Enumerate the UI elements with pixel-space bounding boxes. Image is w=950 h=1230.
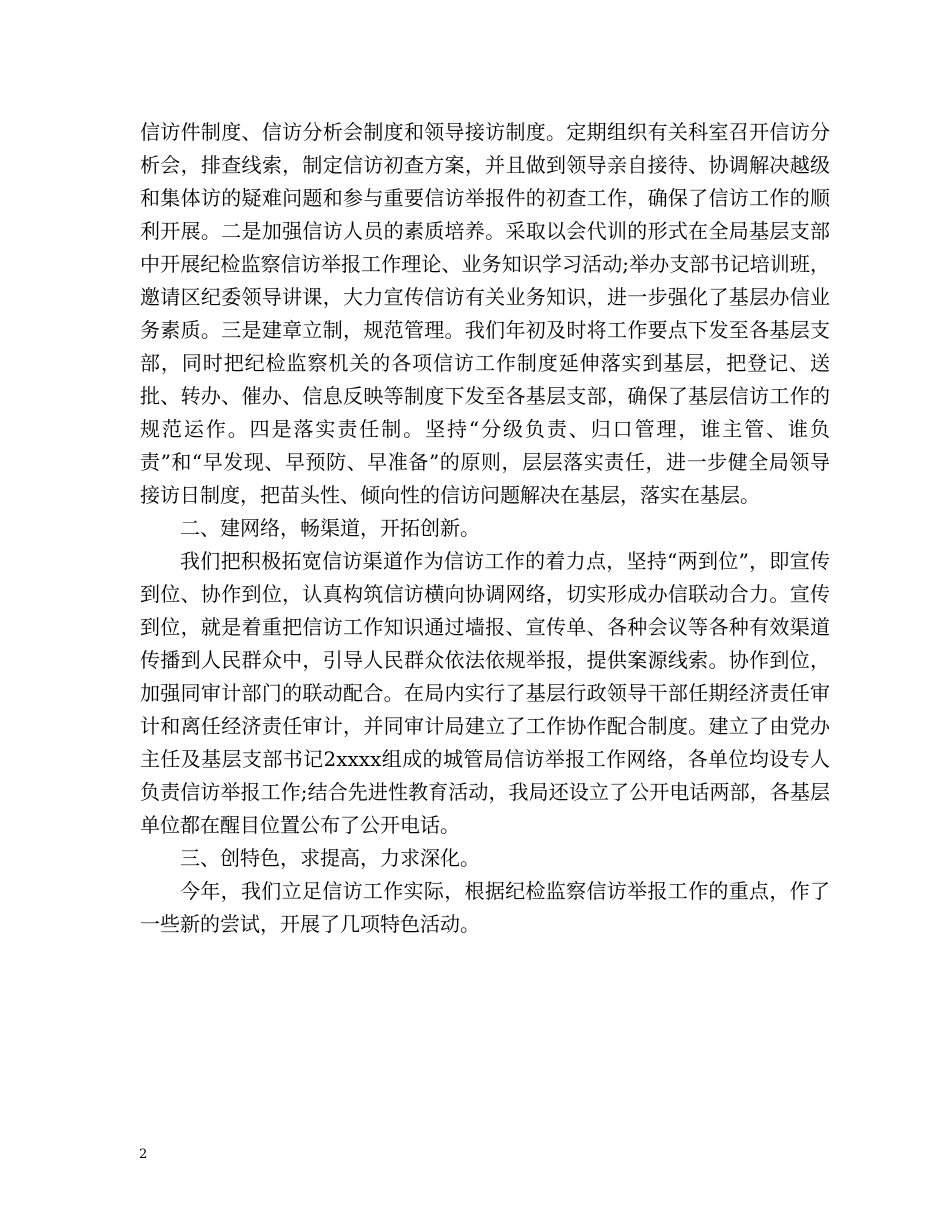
section-heading-3: 三、创特色，求提高，力求深化。 <box>180 846 480 870</box>
page-number: 2 <box>139 1147 148 1162</box>
section-heading-2: 二、建网络，畅渠道，开拓创新。 <box>180 516 480 540</box>
paragraph-5: 今年，我们立足信访工作实际，根据纪检监察信访举报工作的重点，作了一些新的尝试，开展了几项特色活动。 <box>140 879 830 936</box>
body-text <box>140 116 830 941</box>
paragraph-1: 信访件制度、信访分析会制度和领导接访制度。定期组织有关科室召开信访分析会，排查线索，制定信访初查方案，并且做到领导亲自接待、协调解决越级和集体访的疑难问题和参与重要信访举报件的初查工作，确保了信访工作的顺利开展。二是加强信访人员的素质培养。采取以会代训的形式在全局基层支部中开展纪检监察信访举报工作理论、业务知识学习活动;举办支部书记培训班，邀请区纪委领导讲课，大力宣传信访有关业务知识，进一步强化了基层办信业务素质。三是建章立制，规范管理。我们年初及时将工作要点下发至各基层支部，同时把纪检监察机关的各项信访工作制度延伸落实到基层，把登记、送批、转办、催办、信息反映等制度下发至各基层支部，确保了基层信访工作的规范运作。四是落实责任制。坚持“分级负责、归口管理，谁主管、谁负责”和“早发现、早预防、早准备”的原则，层层落实责任，进一步健全局领导接访日制度，把苗头性、倾向性的信访问题解决在基层，落实在基层。 <box>140 120 830 507</box>
paragraph-3: 我们把积极拓宽信访渠道作为信访工作的着力点，坚持“两到位”，即宣传到位、协作到位，认真构筑信访横向协调网络，切实形成办信联动合力。宣传到位，就是着重把信访工作知识通过墙报、宣传单、各种会议等各种有效渠道传播到人民群众中，引导人民群众依法依规举报，提供案源线索。协作到位，加强同审计部门的联动配合。在局内实行了基层行政领导干部任期经济责任审计和离任经济责任审计，并同审计局建立了工作协作配合制度。建立了由党办主任及基层支部书记2xxxx组成的城管局信访举报工作网络，各单位均设专人负责信访举报工作;结合先进性教育活动，我局还设立了公开电话两部，各基层单位都在醒目位置公布了公开电话。 <box>140 549 830 837</box>
